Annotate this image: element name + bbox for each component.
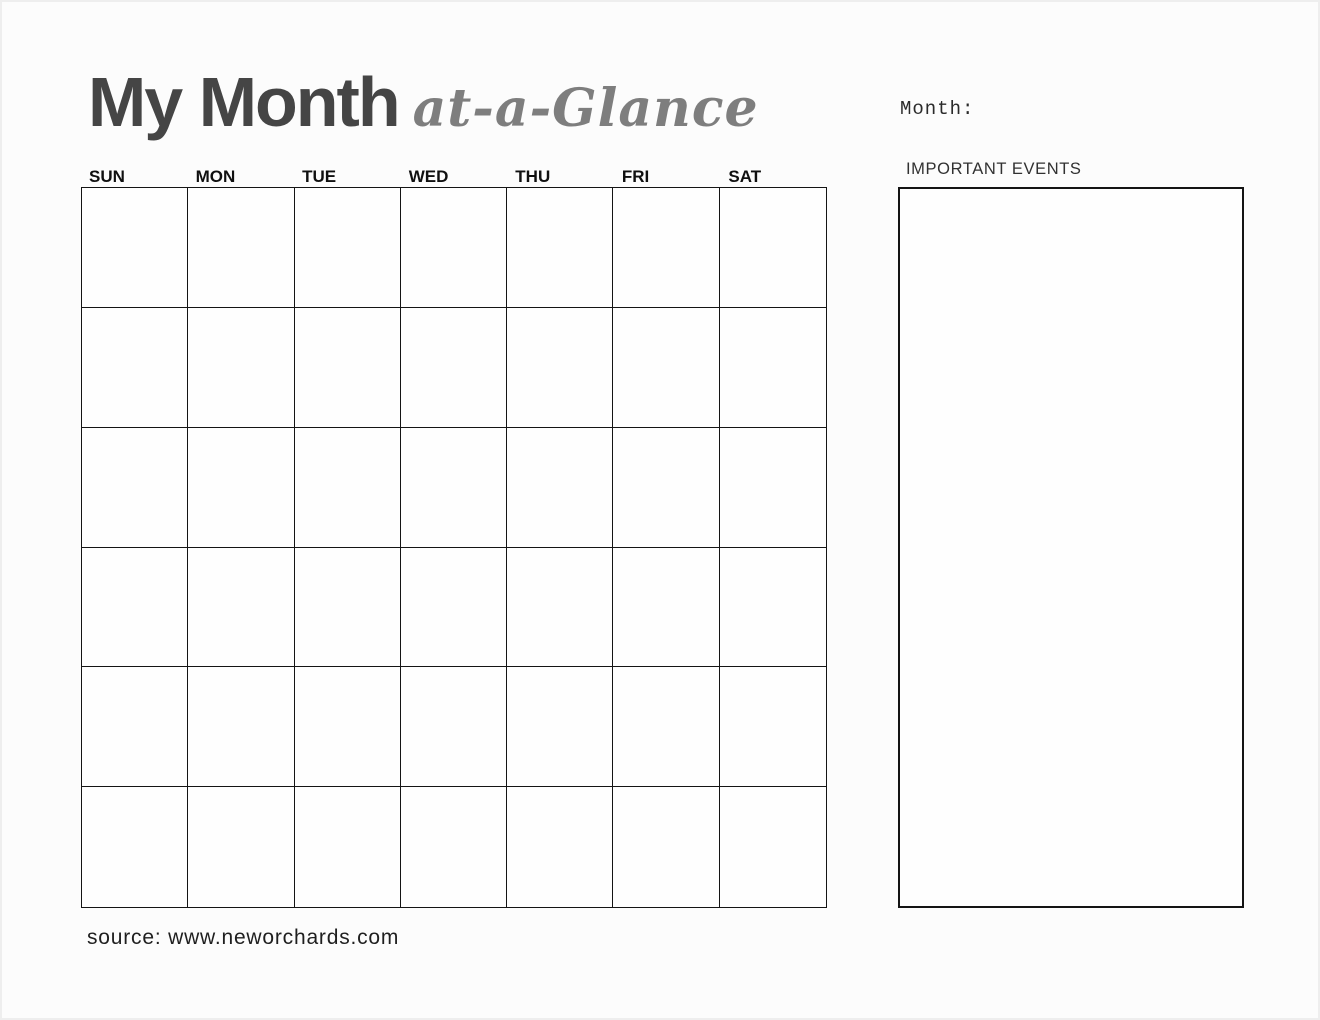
calendar-cell[interactable] <box>507 308 613 428</box>
calendar-cell[interactable] <box>401 188 507 308</box>
calendar-cell[interactable] <box>720 548 826 668</box>
calendar-cell[interactable] <box>295 428 401 548</box>
calendar-cell[interactable] <box>507 787 613 907</box>
calendar-cell[interactable] <box>507 667 613 787</box>
day-header-fri: FRI <box>621 167 650 186</box>
day-header-mon: MON <box>195 167 236 186</box>
calendar-cell[interactable] <box>295 188 401 308</box>
calendar-cell[interactable] <box>188 667 294 787</box>
calendar-cell[interactable] <box>613 308 719 428</box>
calendar-cell[interactable] <box>720 667 826 787</box>
calendar-cell[interactable] <box>295 548 401 668</box>
calendar-cell[interactable] <box>82 787 188 907</box>
calendar-cell[interactable] <box>82 548 188 668</box>
events-box[interactable] <box>898 187 1244 908</box>
calendar-cell[interactable] <box>613 548 719 668</box>
calendar-cell[interactable] <box>507 188 613 308</box>
day-header-row <box>81 159 827 187</box>
calendar-cell[interactable] <box>188 787 294 907</box>
calendar-cell[interactable] <box>401 667 507 787</box>
calendar-cell[interactable] <box>82 428 188 548</box>
calendar-cell[interactable] <box>507 428 613 548</box>
calendar-cell[interactable] <box>295 308 401 428</box>
day-header-sat: SAT <box>728 167 762 186</box>
calendar-cell[interactable] <box>295 787 401 907</box>
day-header-tue: TUE <box>302 167 337 186</box>
page-title <box>88 62 759 142</box>
calendar-cell[interactable] <box>401 787 507 907</box>
calendar-cell[interactable] <box>720 787 826 907</box>
calendar-cell[interactable] <box>720 428 826 548</box>
calendar-cell[interactable] <box>613 428 719 548</box>
calendar-cell[interactable] <box>188 308 294 428</box>
calendar-cell[interactable] <box>401 308 507 428</box>
day-header-sun: SUN <box>89 167 125 186</box>
month-label: Month: <box>900 98 975 120</box>
calendar-cell[interactable] <box>720 188 826 308</box>
events-heading: IMPORTANT EVENTS <box>906 160 1082 178</box>
calendar-cell[interactable] <box>82 188 188 308</box>
calendar-cell[interactable] <box>401 548 507 668</box>
calendar-cell[interactable] <box>188 188 294 308</box>
calendar-cell[interactable] <box>613 787 719 907</box>
calendar-cell[interactable] <box>507 548 613 668</box>
day-header-thu: THU <box>515 167 551 186</box>
calendar-cell[interactable] <box>613 667 719 787</box>
source-text: source: www.neworchards.com <box>87 926 400 949</box>
calendar-cell[interactable] <box>82 308 188 428</box>
calendar-cell[interactable] <box>720 308 826 428</box>
calendar-cell[interactable] <box>82 667 188 787</box>
day-header-wed: WED <box>408 167 449 186</box>
calendar-grid <box>81 187 827 908</box>
calendar-cell[interactable] <box>613 188 719 308</box>
calendar-cell[interactable] <box>188 548 294 668</box>
title-script: at-a-Glance <box>412 78 759 139</box>
calendar-cell[interactable] <box>188 428 294 548</box>
calendar-cell[interactable] <box>295 667 401 787</box>
title-main: My Month <box>88 63 399 141</box>
calendar-cell[interactable] <box>401 428 507 548</box>
